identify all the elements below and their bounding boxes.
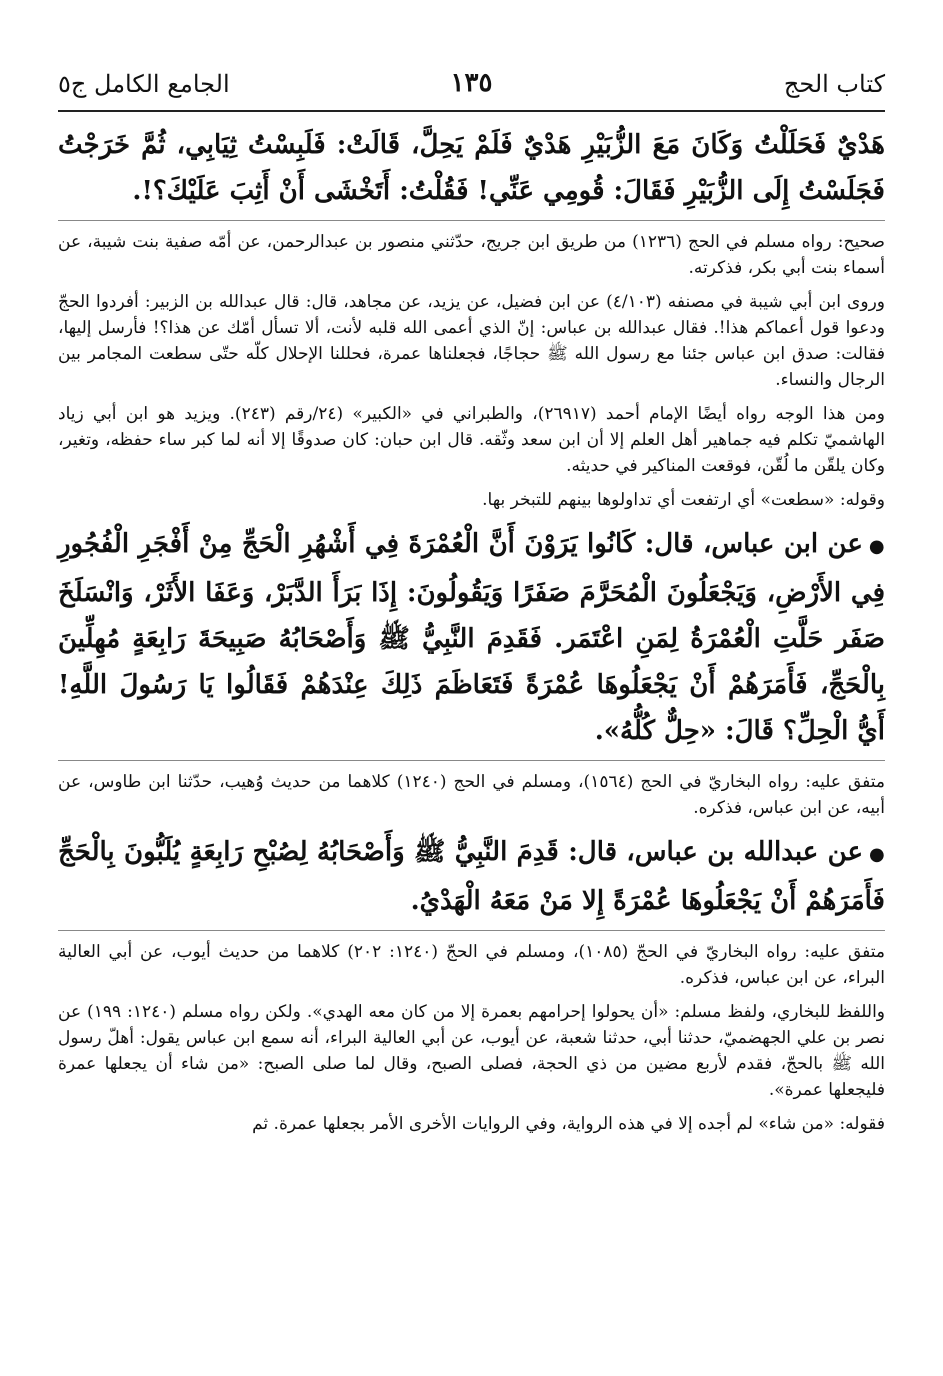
- commentary-6: [58, 930, 885, 991]
- hadith-text-2: [58, 521, 885, 754]
- hadith-text: عن ابن عباس، قال: كَانُوا يَرَوْنَ أَنَّ الْعُمْرَةَ فِي أَشْهُرِ الْحَجِّ مِنْ أَفْجَرِ الْفُجُورِ فِي الأَرْضِ، وَيَجْعَلُونَ الْمُحَرَّمَ صَفَرًا وَيَقُولُونَ: إِذَا بَرَأَ الدَّبَرْ، وَعَفَا الأَثَرْ، وَانْسَلَخَ صَفَر حَلَّتِ الْعُمْرَةُ لِمَنِ اعْتَمَر. فَقَدِمَ النَّبِيُّ ﷺ وَأَصْحَابُهُ صَبِيحَةَ رَابِعَةٍ مُهِلِّينَ بِالْحَجِّ، فَأَمَرَهُمْ أَنْ يَجْعَلُوهَا عُمْرَةً فَتَعَاظَمَ ذَلِكَ عِنْدَهُمْ فَقَالُوا يَا رَسُولَ اللَّهِ! أَيُّ الْحِلِّ؟ قَالَ: «حِلٌّ كُلُّهُ».: [58, 529, 885, 746]
- commentary-1: [58, 220, 885, 281]
- commentary-8: [58, 1111, 885, 1137]
- commentary-text: ومن هذا الوجه رواه أيضًا الإمام أحمد (٢٦٩١٧)، والطبراني في «الكبير» (٢٤/رقم (٢٤٣). ويزيد هو ابن أبي زياد الهاشميّ تكلم فيه جماهير أهل العلم إلا أن ابن سعد وثّقه. قال ابن حبان: كان صدوقًا إلا أنه لما كبر ساء حفظه، وتغير، وكان يلقّن ما لُقّن، فوقعت المناكير في حديثه.: [58, 404, 885, 476]
- commentary-text: وروى ابن أبي شيبة في مصنفه (٤/١٠٣) عن ابن فضيل، عن يزيد، عن مجاهد، قال: قال عبدالله بن الزبير: أفردوا الحجّ ودعوا قول أعماكم هذا!. فقال عبدالله بن عباس: إنّ الذي أعمى الله قلبه لأنت، ألا تسأل أمّك عن هذا؟! فأرسل إليها، فقالت: صدق ابن عباس جئنا مع رسول الله ﷺ حجاجًا، فجعلناها عمرة، فحللنا الإحلال كلّه حتّى سطعت المجامر بين الرجال والنساء.: [58, 292, 885, 390]
- page-body: [58, 120, 885, 1145]
- page-number: ١٣٥: [450, 68, 493, 98]
- hadith-text: عن عبدالله بن عباس، قال: قَدِمَ النَّبِيُّ ﷺ وَأَصْحَابُهُ لِصُبْحِ رَابِعَةٍ يُلَبُّونَ بِالْحَجِّ فَأَمَرَهُمْ أَنْ يَجْعَلُوهَا عُمْرَةً إِلا مَنْ مَعَهُ الْهَدْيُ.: [58, 837, 885, 916]
- page-header: [58, 60, 885, 112]
- commentary-7: [58, 999, 885, 1103]
- commentary-3: [58, 401, 885, 479]
- commentary-2: [58, 289, 885, 393]
- commentary-text: واللفظ للبخاري، ولفظ مسلم: «أن يحولوا إحرامهم بعمرة إلا من كان معه الهدي». ولكن رواه مسلم (١٢٤٠: ١٩٩) عن نصر بن علي الجهضميّ، حدثنا أبي، حدثنا شعبة، عن أيوب، عن أبي العالية البراء، أنه سمع ابن عباس يقول: أهلّ رسول الله ﷺ بالحجّ، فقدم لأربع مضين من ذي الحجة، فصلى الصبح، وقال لما صلى الصبح: «من شاء أن يجعلها عمرة فليجعلها عمرة».: [58, 1002, 886, 1100]
- hadith-text: هَدْيٌ فَحَلَلْتُ وَكَانَ مَعَ الزُّبَيْرِ هَدْيٌ فَلَمْ يَحِلَّ، قَالَتْ: فَلَبِسْتُ ثِيَابِي، ثُمَّ خَرَجْتُ فَجَلَسْتُ إِلَى الزُّبَيْرِ فَقَالَ: قُومِي عَنِّي! فَقُلْتُ: أَتَخْشَى أَنْ أَثِبَ عَلَيْكَ؟!.: [58, 130, 885, 206]
- commentary-5: [58, 760, 885, 821]
- commentary-4: [58, 487, 885, 513]
- hadith-text-1: [58, 122, 885, 214]
- chapter-title: كتاب الحج: [783, 70, 885, 98]
- commentary-text: متفق عليه: رواه البخاريّ في الحجّ (١٠٨٥)، ومسلم في الحجّ (١٢٤٠: ٢٠٢) كلاهما من حديث أيوب، عن أبي العالية البراء، عن ابن عباس، فذكره.: [58, 942, 885, 988]
- commentary-text: وقوله: «سطعت» أي ارتفعت أي تداولوها بينهم للتبخر بها.: [482, 490, 885, 510]
- commentary-text: فقوله: «من شاء» لم أجده إلا في هذه الرواية، وفي الروايات الأخرى الأمر بجعلها عمرة. ثم: [252, 1114, 885, 1134]
- commentary-text: متفق عليه: رواه البخاريّ في الحج (١٥٦٤)، ومسلم في الحج (١٢٤٠) كلاهما من حديث وُهيب، حدّثنا ابن طاوس، عن أبيه، عن ابن عباس، فذكره.: [58, 772, 885, 818]
- bullet-icon: ●: [868, 536, 885, 557]
- commentary-text: صحيح: رواه مسلم في الحج (١٢٣٦) من طريق ابن جريج، حدّثني منصور بن عبدالرحمن، عن أمّه صفية بنت شيبة، عن أسماء بنت أبي بكر، فذكرته.: [58, 232, 885, 278]
- book-title: الجامع الكامل ج٥: [58, 70, 230, 98]
- bullet-icon: ●: [868, 844, 885, 865]
- hadith-text-3: [58, 829, 885, 924]
